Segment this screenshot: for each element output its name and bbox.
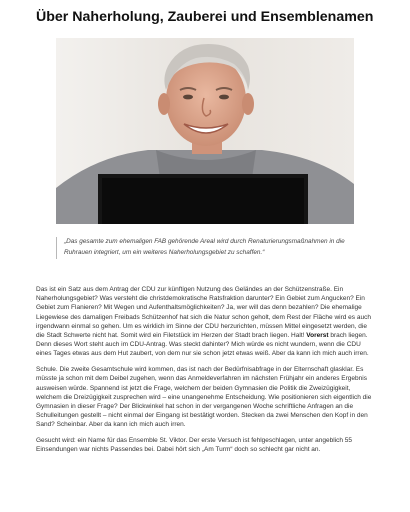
paragraph: Schule. Die zweite Gesamtschule wird kommen, das ist nach der Bedürfnisabfrage in der Elternschaft glasklar. Es müsste ja schon mit dem Deibel zugehen, wenn das Anmeldeverfahren im nächsten Frühjahr ein anderes Ergebnis ausweisen würde. Spannend ist jetzt die Frage, welchem der beiden Gymnasien die Politik die Zweizügigkeit, welchem die Dreizügigkeit zusprechen wird – eine unangenehme Entscheidung. Wie positionieren sich eigentlich die Gymnasien in dieser Frage? Der Blickwinkel hat schon in der vergangenen Woche schriftliche Anfragen an die Schulleitungen gestellt – nicht einmal der Eingang ist bestätigt worden. Stecken da zwei Menschen den Kopf in den Sand? Scheinbar. Aber da kann ich mich auch irren. (36, 366, 372, 429)
paragraph-text: brach liegen. Denn dieses Wort steht auch im CDU-Antrag. Was steckt dahinter? Mich würde es nicht wundern, wenn die CDU eines Tages etwas aus dem Hut zaubert, von dem nur sie schon jetzt etwas weiß. Aber da kann ich mich auch irren. (36, 332, 369, 358)
author-photo (56, 38, 354, 224)
article-title: Über Naherholung, Zauberei und Ensemblenamen (36, 9, 374, 25)
paragraph-text: Das ist ein Satz aus dem Antrag der CDU zur künftigen Nutzung des Geländes an der Schützenstraße. Ein Naherholungsgebiet? Was versteht die christdemokratische Ratsfraktion darunter? Ein Gebiet zum Angucken? Ein Gebiet zum Flanieren? Mit Wegen und Aufenthaltsmöglichkeiten? Ja, wer will das denn bezahlen? Die ehemalige Liegewiese des damaligen Freibads Schützenhof hat sich die Natur schon geholt, dem Rest der Fläche wird es auch irgendwann einmal so gehen. Um es wirklich im Sinne der CDU herzurichten, müssen Mittel eingesetzt werden, die die Stadt Schwerte nicht hat. Somit wird ein Filetstück im Herzen der Stadt brach liegen. Halt! (36, 286, 371, 340)
pull-quote: „Das gesamte zum ehemaligen FAB gehörende Areal wird durch Renaturierungsmaßnahmen in die Ruhrauen integriert, um ein weiteres Naherholungsgebiet zu schaffen.“ (56, 237, 362, 259)
emphasis-text: Vorerst (306, 332, 329, 340)
paragraph (36, 285, 374, 359)
paragraph: Gesucht wird: ein Name für das Ensemble St. Viktor. Der erste Versuch ist fehlgeschlagen, unter angeblich 55 Einsendungen war nichts Passendes bei. Dabei hört sich „Am Turm“ doch so schlecht gar nicht an. (36, 437, 353, 454)
article-body (36, 285, 374, 461)
